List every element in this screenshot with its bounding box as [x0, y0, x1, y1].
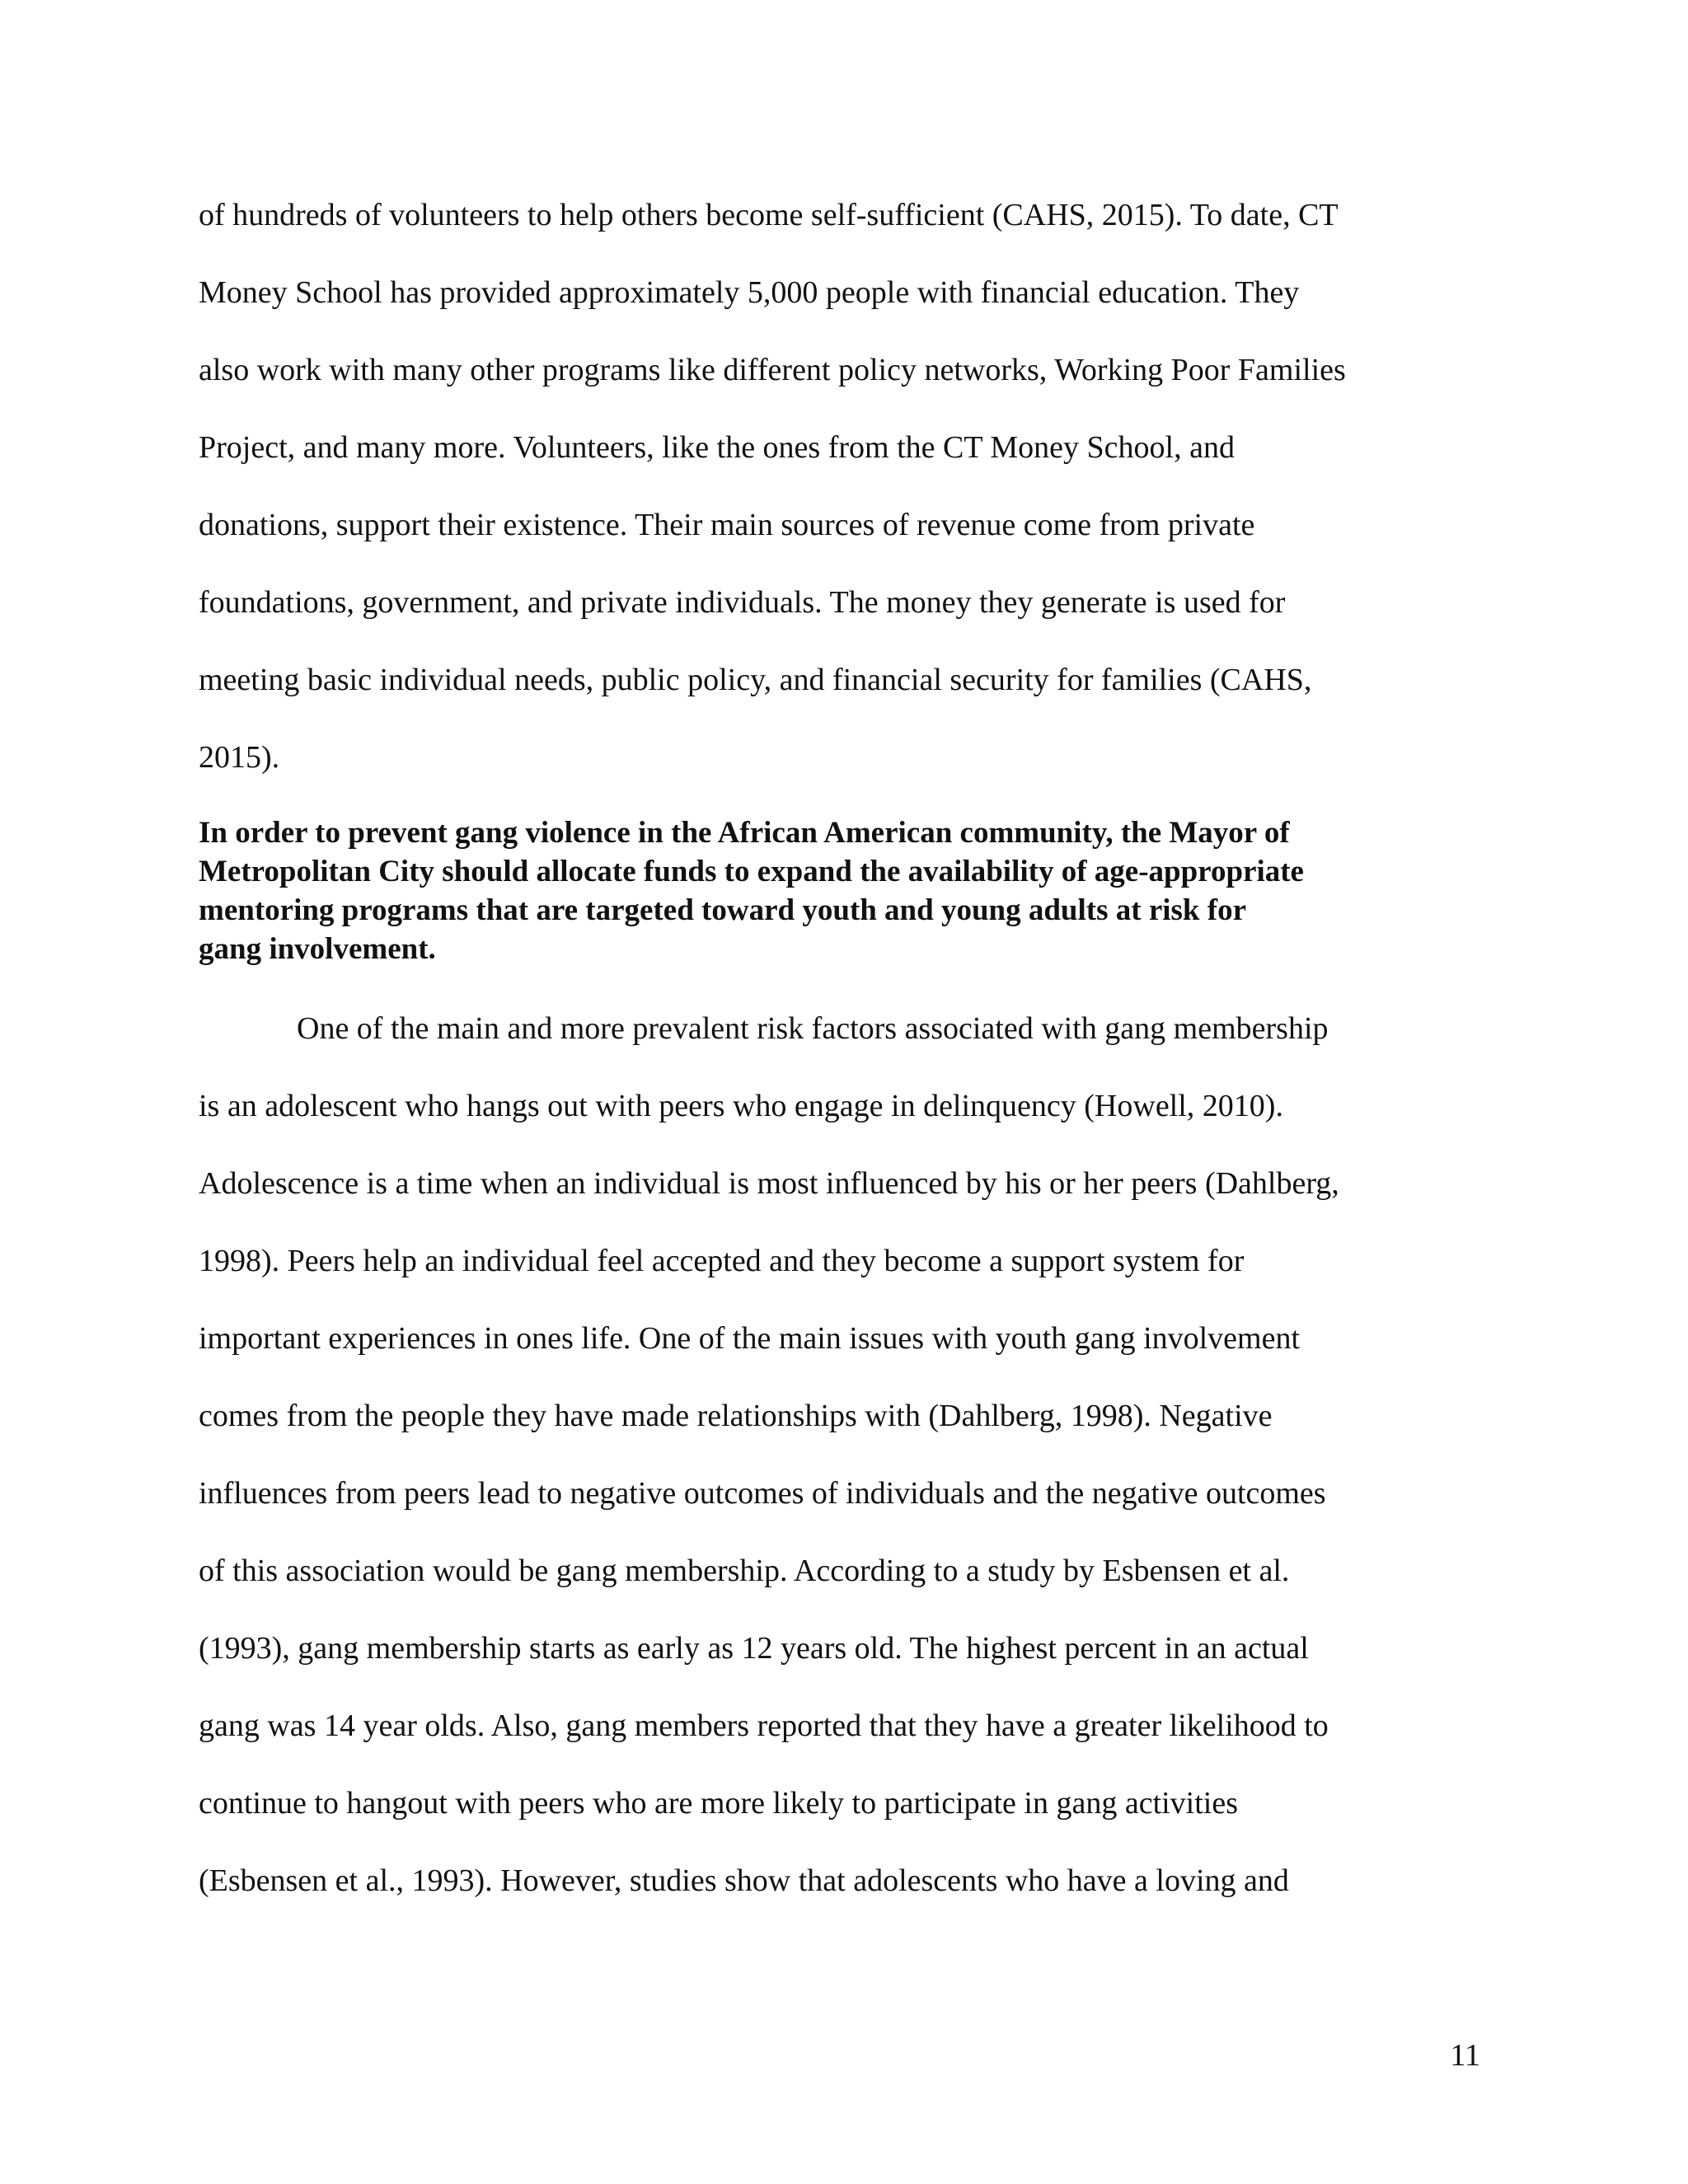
text-line: Project, and many more. Volunteers, like the ones from the CT Money School, and: [199, 430, 1235, 465]
text-line: of hundreds of volunteers to help others become self-sufficient (CAHS, 2015). To date, CT: [199, 198, 1339, 232]
text-line: donations, support their existence. Their main sources of revenue come from private: [199, 508, 1255, 542]
heading-line: mentoring programs that are targeted toward youth and young adults at risk for: [199, 893, 1247, 927]
heading-line: gang involvement.: [199, 932, 436, 966]
text-line: (Esbensen et al., 1993). However, studies show that adolescents who have a loving and: [199, 1863, 1289, 1898]
text-line: Money School has provided approximately 5,000 people with financial education. They: [199, 275, 1300, 310]
text-line: meeting basic individual needs, public policy, and financial security for families (CAHS,: [199, 663, 1312, 697]
text-line: important experiences in ones life. One of the main issues with youth gang involvement: [199, 1321, 1301, 1356]
text-line: 2015).: [199, 740, 280, 775]
text-line: comes from the people they have made relationships with (Dahlberg, 1998). Negative: [199, 1399, 1273, 1433]
text-line: influences from peers lead to negative outcomes of individuals and the negative outcomes: [199, 1476, 1326, 1511]
page-number: 11: [1450, 2038, 1480, 2073]
text-line: foundations, government, and private individuals. The money they generate is used for: [199, 585, 1286, 620]
text-line: Adolescence is a time when an individual is most influenced by his or her peers (Dahlberg,: [199, 1166, 1339, 1201]
text-line: (1993), gang membership starts as early as 12 years old. The highest percent in an actual: [199, 1631, 1309, 1666]
heading-line: Metropolitan City should allocate funds to expand the availability of age-appropriate: [199, 855, 1304, 888]
text-line: is an adolescent who hangs out with peers who engage in delinquency (Howell, 2010).: [199, 1089, 1283, 1123]
text-line: of this association would be gang membership. According to a study by Esbensen et al.: [199, 1554, 1290, 1588]
text-line: continue to hangout with peers who are more likely to participate in gang activities: [199, 1786, 1239, 1821]
heading-line: In order to prevent gang violence in the African American community, the Mayor of: [199, 816, 1290, 850]
text-line: 1998). Peers help an individual feel accepted and they become a support system for: [199, 1244, 1245, 1278]
text-line: also work with many other programs like different policy networks, Working Poor Families: [199, 353, 1346, 387]
text-line: gang was 14 year olds. Also, gang members reported that they have a greater likelihood to: [199, 1708, 1329, 1743]
text-line: One of the main and more prevalent risk factors associated with gang membership: [297, 1011, 1329, 1046]
